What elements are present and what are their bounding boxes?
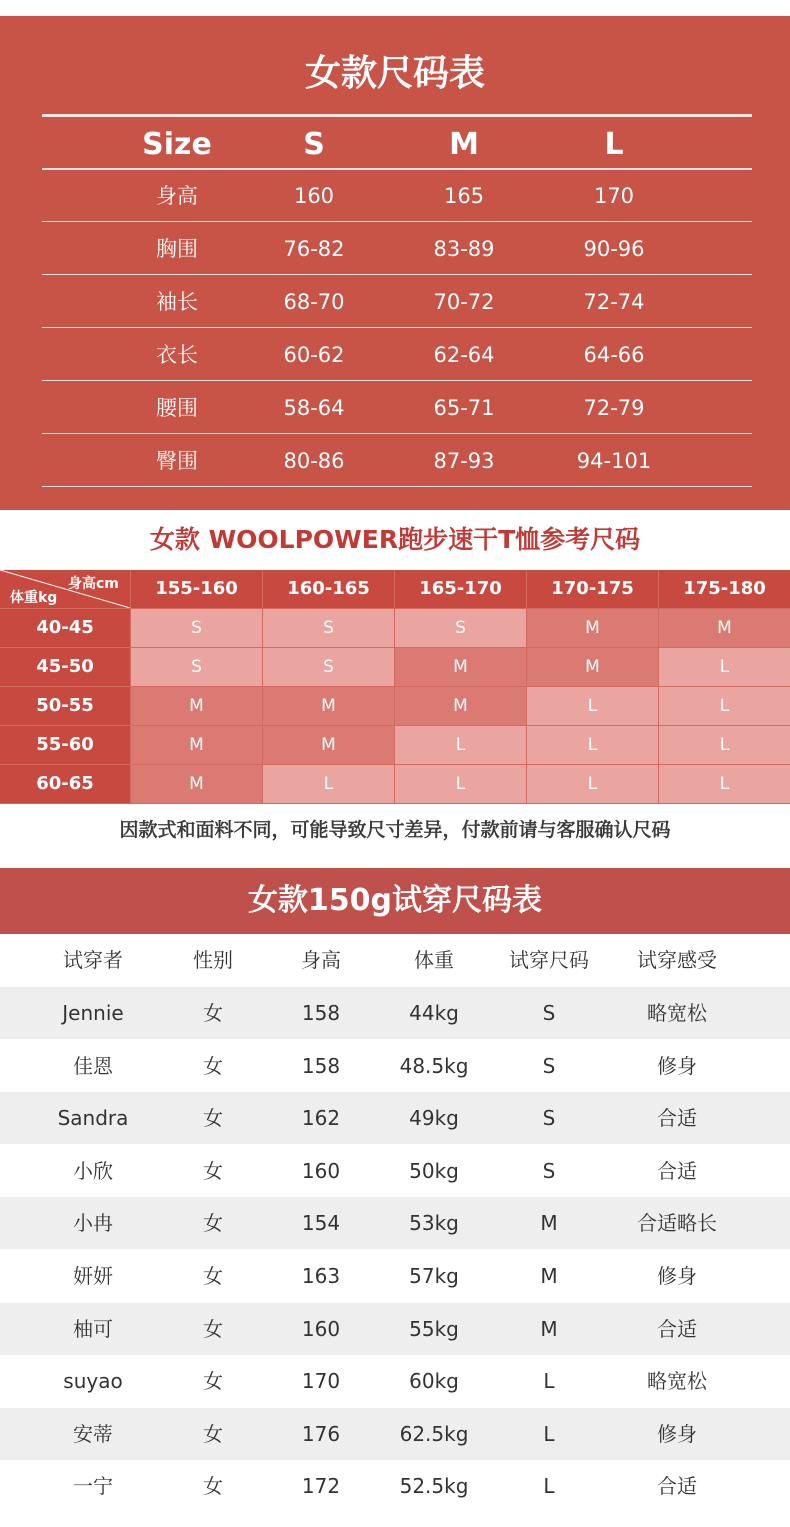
trial-cell: 小欣 — [73, 1158, 113, 1183]
measure-value: 72-79 — [583, 396, 645, 420]
size-cell: L — [659, 687, 790, 725]
weight-label: 55-60 — [0, 726, 130, 764]
trial-cell: 柚可 — [73, 1316, 113, 1341]
measure-value: 87-93 — [433, 449, 495, 473]
measure-value: 62-64 — [433, 343, 495, 367]
measure-value: 72-74 — [583, 290, 645, 314]
corner-col-label: 身高cm — [68, 576, 119, 592]
trial-title-bar — [0, 868, 790, 934]
measure-value: 58-64 — [283, 396, 345, 420]
size-cell: L — [395, 765, 526, 803]
trial-cell: S — [542, 1053, 556, 1078]
size-chart-title: 女款尺码表 — [304, 53, 485, 94]
row-divider — [42, 274, 752, 275]
trial-cell: 62.5kg — [399, 1421, 469, 1446]
trial-row — [0, 1460, 790, 1512]
size-cell: L — [527, 765, 658, 803]
trial-cell: 女 — [203, 1053, 223, 1078]
row-divider — [42, 486, 752, 487]
size-cell: L — [659, 765, 790, 803]
trial-cell: 女 — [203, 1001, 223, 1025]
size-cell: L — [263, 765, 394, 803]
trial-header-row — [0, 934, 790, 986]
trial-cell: 55kg — [409, 1316, 459, 1341]
trial-cell: 安蒂 — [73, 1421, 113, 1446]
trial-cell: S — [542, 1158, 556, 1183]
trial-row — [0, 987, 790, 1039]
trial-cell: 合适 — [657, 1316, 697, 1341]
weight-label: 60-65 — [0, 765, 130, 803]
trial-cell: 女 — [203, 1158, 223, 1183]
trial-cell: 合适 — [657, 1106, 697, 1131]
row-divider — [42, 327, 752, 328]
measure-label: 身高 — [156, 184, 198, 208]
trial-cell: L — [543, 1421, 555, 1446]
trial-cell: M — [540, 1211, 558, 1236]
height-header: 170-175 — [527, 570, 658, 608]
trial-cell: Jennie — [62, 1001, 124, 1025]
trial-cell: 女 — [203, 1369, 223, 1394]
grid-corner-header — [0, 570, 130, 608]
trial-cell: 176 — [301, 1421, 341, 1446]
size-header-l: L — [604, 127, 624, 162]
reference-title: 女款 WOOLPOWER跑步速干T恤参考尺码 — [149, 525, 641, 554]
reference-grid — [0, 570, 790, 804]
size-cell: M — [263, 687, 394, 725]
trial-header-cell: 体重 — [414, 948, 454, 972]
size-header-m: M — [449, 127, 479, 162]
trial-cell: 158 — [301, 1001, 341, 1025]
size-cell: M — [527, 609, 658, 647]
measure-value: 80-86 — [283, 449, 345, 473]
trial-cell: 女 — [203, 1474, 223, 1499]
trial-cell: 修身 — [657, 1421, 697, 1446]
trial-cell: 160 — [301, 1158, 341, 1183]
trial-cell: 48.5kg — [399, 1053, 469, 1078]
trial-cell: L — [543, 1474, 555, 1499]
trial-title: 女款150g试穿尺码表 — [247, 883, 543, 918]
trial-cell: 一宁 — [73, 1474, 113, 1499]
trial-cell: suyao — [63, 1369, 123, 1394]
measure-label: 袖长 — [156, 290, 198, 314]
trial-cell: 略宽松 — [647, 1369, 707, 1394]
trial-row — [0, 1250, 790, 1302]
trial-header-cell: 试穿感受 — [637, 948, 717, 972]
trial-header-cell: 身高 — [301, 948, 341, 972]
trial-cell: 女 — [203, 1264, 223, 1288]
size-cell: M — [395, 687, 526, 725]
height-header: 175-180 — [659, 570, 790, 608]
size-cell: L — [659, 648, 790, 686]
height-header: 160-165 — [263, 570, 394, 608]
trial-row — [0, 1408, 790, 1460]
row-divider — [42, 433, 752, 434]
trial-row — [0, 1197, 790, 1249]
trial-cell: 修身 — [657, 1053, 697, 1078]
measure-label: 胸围 — [156, 237, 198, 261]
size-cell: M — [263, 726, 394, 764]
size-cell: L — [527, 726, 658, 764]
size-cell: S — [131, 648, 262, 686]
measure-label: 衣长 — [156, 343, 198, 367]
size-cell: L — [659, 726, 790, 764]
size-cell: L — [527, 687, 658, 725]
trial-row — [0, 1355, 790, 1407]
size-cell: S — [263, 609, 394, 647]
weight-label: 40-45 — [0, 609, 130, 647]
trial-cell: 修身 — [657, 1264, 697, 1288]
trial-cell: 50kg — [409, 1158, 459, 1183]
trial-cell: 170 — [301, 1369, 341, 1394]
size-cell: S — [395, 609, 526, 647]
trial-cell: 172 — [301, 1474, 341, 1499]
trial-cell: 小冉 — [73, 1211, 113, 1236]
measure-value: 68-70 — [283, 290, 345, 314]
measure-value: 160 — [293, 184, 335, 208]
trial-cell: 略宽松 — [647, 1001, 707, 1025]
trial-cell: 44kg — [409, 1001, 459, 1025]
measure-value: 83-89 — [433, 237, 495, 261]
measure-value: 70-72 — [433, 290, 495, 314]
measure-value: 170 — [593, 184, 635, 208]
trial-row — [0, 1303, 790, 1355]
weight-label: 45-50 — [0, 648, 130, 686]
size-note: 因款式和面料不同，可能导致尺寸差异，付款前请与客服确认尺码 — [119, 819, 671, 841]
size-chart-header-rule — [42, 168, 752, 170]
trial-cell: M — [540, 1264, 558, 1288]
measure-value: 94-101 — [576, 449, 652, 473]
corner-row-label: 体重kg — [10, 590, 58, 606]
size-cell: S — [263, 648, 394, 686]
size-cell: M — [395, 648, 526, 686]
trial-row — [0, 1092, 790, 1144]
trial-cell: 妍妍 — [73, 1264, 113, 1288]
size-cell: S — [131, 609, 262, 647]
size-cell: M — [131, 687, 262, 725]
trial-cell: 女 — [203, 1421, 223, 1446]
measure-value: 76-82 — [283, 237, 345, 261]
row-divider — [42, 221, 752, 222]
trial-cell: 158 — [301, 1053, 341, 1078]
trial-cell: 女 — [203, 1316, 223, 1341]
row-divider — [42, 380, 752, 381]
trial-row — [0, 1145, 790, 1197]
size-header-s: S — [303, 127, 325, 162]
trial-cell: 52.5kg — [399, 1474, 469, 1499]
measure-label: 腰围 — [156, 396, 198, 420]
size-cell: M — [131, 765, 262, 803]
trial-cell: 163 — [301, 1264, 341, 1288]
trial-cell: 53kg — [409, 1211, 459, 1236]
size-header-label: Size — [142, 127, 212, 162]
size-chart-panel — [0, 16, 790, 510]
trial-cell: S — [542, 1001, 556, 1025]
trial-header-cell: 性别 — [193, 948, 233, 972]
trial-cell: 女 — [203, 1211, 223, 1236]
measure-value: 165 — [443, 184, 485, 208]
size-chart-top-rule — [42, 114, 752, 117]
size-cell: M — [527, 648, 658, 686]
trial-cell: 162 — [301, 1106, 341, 1131]
height-header: 155-160 — [131, 570, 262, 608]
measure-value: 64-66 — [583, 343, 645, 367]
height-header: 165-170 — [395, 570, 526, 608]
trial-cell: 154 — [301, 1211, 341, 1236]
trial-cell: 160 — [301, 1316, 341, 1341]
trial-header-cell: 试穿者 — [63, 948, 123, 972]
measure-value: 90-96 — [583, 237, 645, 261]
measure-value: 65-71 — [433, 396, 495, 420]
measure-label: 臀围 — [156, 449, 198, 473]
size-cell: M — [131, 726, 262, 764]
trial-cell: L — [543, 1369, 555, 1394]
size-cell: L — [395, 726, 526, 764]
measure-value: 60-62 — [283, 343, 345, 367]
trial-cell: 佳恩 — [73, 1053, 113, 1078]
trial-cell: 女 — [203, 1106, 223, 1131]
trial-cell: 合适 — [657, 1158, 697, 1183]
trial-cell: M — [540, 1316, 558, 1341]
trial-cell: 合适略长 — [637, 1211, 717, 1236]
trial-cell: 60kg — [409, 1369, 459, 1394]
trial-cell: S — [542, 1106, 556, 1131]
trial-row — [0, 1040, 790, 1092]
trial-cell: 合适 — [657, 1474, 697, 1499]
trial-header-cell: 试穿尺码 — [509, 948, 589, 972]
trial-cell: Sandra — [57, 1106, 129, 1131]
weight-label: 50-55 — [0, 687, 130, 725]
trial-cell: 57kg — [409, 1264, 459, 1288]
size-cell: M — [659, 609, 790, 647]
trial-cell: 49kg — [409, 1106, 459, 1131]
